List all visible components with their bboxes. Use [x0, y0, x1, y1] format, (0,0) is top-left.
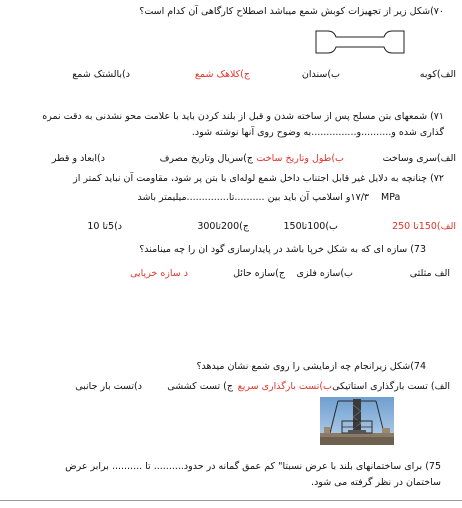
q72-line2: ۱۷/۳و اسلامپ آن باید بین ..........تا..............میلیمتر باشد [137, 192, 369, 203]
q71-option-b-answer[interactable]: ب)طول وتاریخ ساخت [256, 153, 344, 164]
q71-option-c[interactable]: ج)سریال وتاریخ مصرف [159, 153, 253, 164]
q74-option-d[interactable]: د)تست بار جانبی [75, 381, 142, 392]
q74-option-a[interactable]: الف) تست بارگذاری استاتیکی [332, 381, 450, 392]
q73-option-c[interactable]: ج)سازه حائل [233, 268, 285, 279]
q73-option-a[interactable]: الف مثلثی [409, 268, 450, 279]
q70-option-a[interactable]: الف)کوبه [419, 69, 456, 80]
q75-line2: ساختمان در نظر گرفته می شود. [311, 477, 441, 488]
q71-option-a[interactable]: الف)سری وساخت [382, 153, 456, 164]
q73-question: 73) سازه ای که به شکل خرپا باشد در پایدارسازی گود ان را چه مینامند؟ [139, 244, 426, 255]
q72-option-c[interactable]: ج)200تا300 [197, 221, 249, 232]
q74-option-b-answer[interactable]: ب)تست بارگذاری سریع [237, 381, 332, 392]
q71-line1: ۷۱) شمعهای بتن مسلح پس از ساخته شدن و قبل از بلند کردن باید با علامت محو نشدنی به دقت نمره [42, 111, 444, 122]
q72-line1: ۷۲) چنانچه به دلایل غیر قابل اجتناب داخل شمع لوله‌ای با بتن پر شود، مقاومت آن نباید کمتر از [73, 173, 444, 184]
pile-load-test-rig-photo-icon [320, 397, 394, 445]
q70-option-b[interactable]: ب)سندان [301, 69, 340, 80]
q70-option-c-answer[interactable]: ج)کلاهک شمع [194, 69, 250, 80]
q72-option-b[interactable]: ب)100تا150 [283, 221, 338, 232]
q75-line1: 75) برای ساختمانهای بلند با عرض نسبتا" کم عمق گمانه در حدود.......... تا .......... برابر عرض [65, 461, 441, 472]
q74-question: 74)شکل زیرانجام چه ازمایشی را روی شمع نشان میدهد؟ [196, 361, 426, 372]
q72-option-d[interactable]: د)5تا 10 [87, 221, 122, 232]
q70-option-d[interactable]: د)بالشتک شمع [72, 69, 130, 80]
bottom-divider [0, 500, 462, 501]
q73-option-b[interactable]: ب)سازه فلزی [296, 268, 353, 279]
q70-question: ۷۰)شکل زیر از تجهیزات کوبش شمع میباشد اصطلاح کارگاهی آن کدام است؟ [139, 6, 444, 17]
q74-option-c[interactable]: ج) تست کششی [167, 381, 233, 392]
pile-cushion-shape-icon [314, 27, 406, 61]
q72-unit-mpa: MPa [381, 192, 401, 203]
q73-option-d-answer[interactable]: د سازه خرپایی [130, 268, 188, 279]
q72-option-a-answer[interactable]: الف)150تا 250 [392, 221, 456, 232]
q71-line2: گذاری شده و..........و...............به وضوح روی آنها نوشته شود. [191, 127, 444, 138]
q71-option-d[interactable]: د)ابعاد و قطر [51, 153, 105, 164]
